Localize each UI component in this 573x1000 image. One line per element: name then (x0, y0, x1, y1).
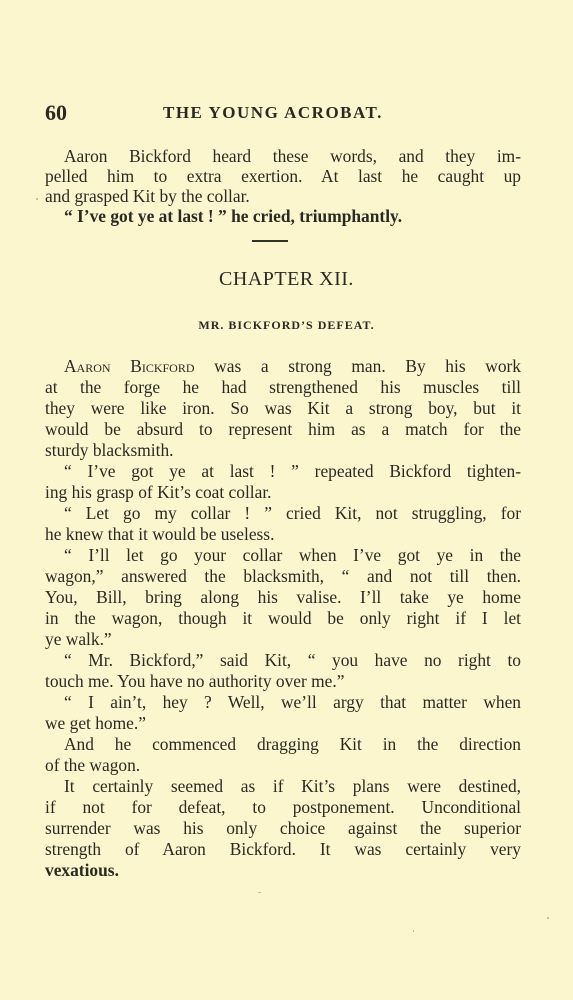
text-line: Aaron Bickford heard these words, and they im- (64, 146, 521, 166)
text-line: surrender was his only choice against the superior (45, 818, 521, 838)
paper-speck (258, 892, 261, 893)
text-line (45, 355, 521, 377)
chapter-title: CHAPTER XII. (219, 268, 354, 290)
text-line: And he commenced dragging Kit in the direction (64, 734, 521, 754)
text-line: sturdy blacksmith. (45, 440, 174, 460)
text-line: they were like iron. So was Kit a strong boy, but it (45, 398, 521, 418)
first-line-rest: was a strong man. By his work (194, 356, 521, 376)
text-line: at the forge he had strengthened his muscles till (45, 377, 521, 397)
text-line: “ I’ve got ye at last ! ” repeated Bickford tighten- (64, 461, 521, 481)
text-line: he knew that it would be useless. (45, 524, 275, 544)
text-line: vexatious. (45, 860, 119, 880)
text-line: “ I ain’t, hey ? Well, we’ll argy that matter when (64, 692, 521, 712)
text-line: “ I’ll let go your collar when I’ve got ye in the (64, 545, 521, 565)
text-line: You, Bill, bring along his valise. I’ll take ye home (45, 587, 521, 607)
text-line: pelled him to extra exertion. At last he caught up (45, 166, 521, 186)
text-line: touch me. You have no authority over me.” (45, 671, 345, 691)
text-line: wagon,” answered the blacksmith, “ and not till then. (45, 566, 521, 586)
page-number: 60 (45, 100, 67, 125)
text-line: we get home.” (45, 713, 146, 733)
text-line: and grasped Kit by the collar. (45, 186, 250, 206)
running-title: THE YOUNG ACROBAT. (163, 103, 383, 122)
paper-speck (413, 930, 414, 932)
paper-speck (36, 198, 38, 200)
text-line: ing his grasp of Kit’s coat collar. (45, 482, 272, 502)
text-line: of the wagon. (45, 755, 141, 775)
text-line: strength of Aaron Bickford. It was certainly very (45, 839, 521, 859)
drop-caps-name: Aaron Bickford (64, 356, 195, 376)
text-line: would be absurd to represent him as a match for the (45, 419, 521, 439)
section-rule (252, 240, 288, 242)
text-line: if not for defeat, to postponement. Unconditional (45, 797, 521, 817)
chapter-subtitle: MR. BICKFORD’S DEFEAT. (198, 318, 375, 332)
text-line: in the wagon, though it would be only right if I let (45, 608, 521, 628)
text-line: It certainly seemed as if Kit’s plans were destined, (64, 776, 521, 796)
text-line: “ I’ve got ye at last ! ” he cried, triumphantly. (64, 206, 403, 226)
paper-speck (547, 917, 549, 919)
text-line: “ Let go my collar ! ” cried Kit, not struggling, for (64, 503, 521, 523)
text-line: “ Mr. Bickford,” said Kit, “ you have no right to (64, 650, 521, 670)
text-line: ye walk.” (45, 629, 112, 649)
running-head (45, 100, 525, 126)
